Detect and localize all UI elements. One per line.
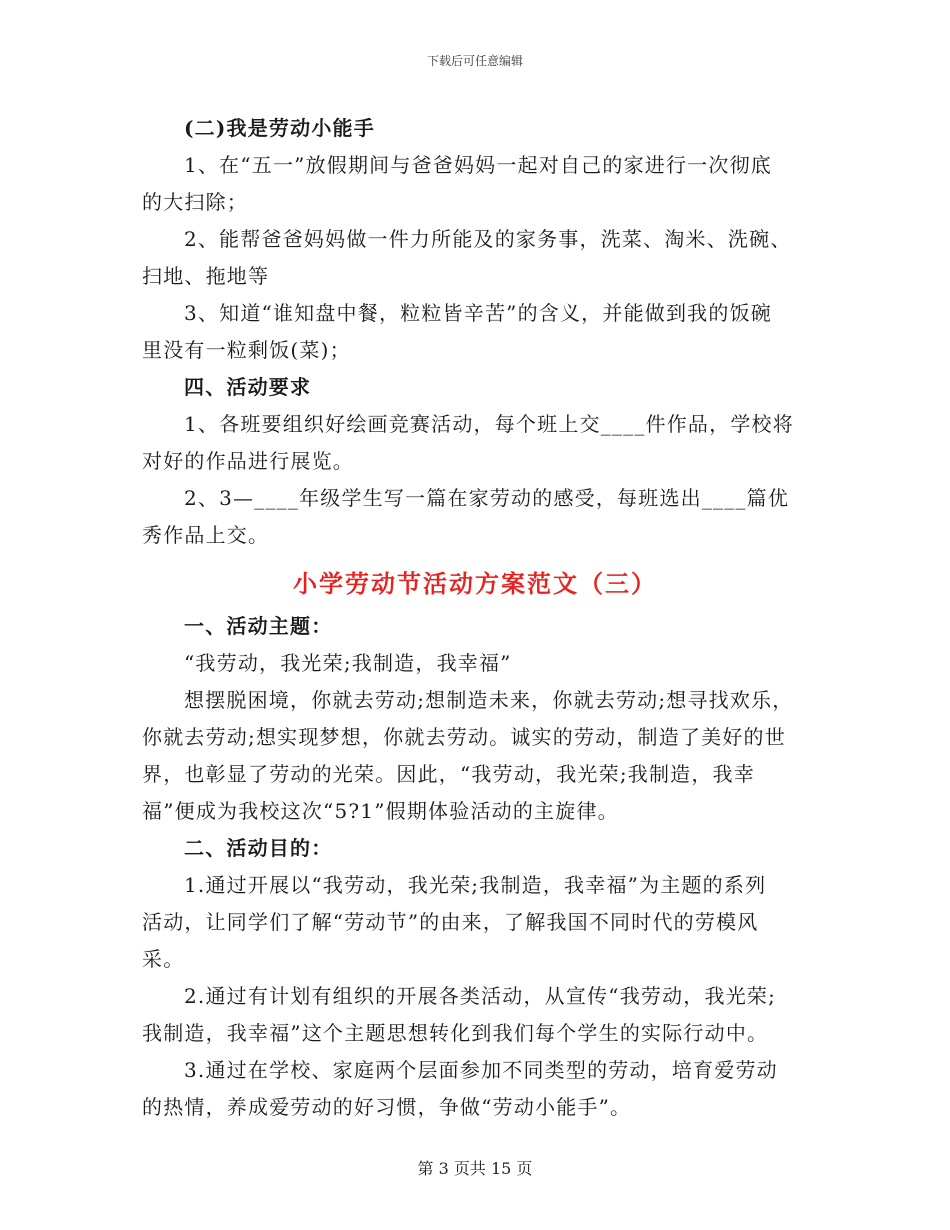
paragraph-line: 3.通过在学校、家庭两个层面参加不同类型的劳动，培育爱劳动 xyxy=(184,1058,778,1082)
section-heading-theme: 一、活动主题： xyxy=(184,614,333,638)
paragraph-line: 1.通过开展以“我劳动，我光荣;我制造，我幸福”为主题的系列 xyxy=(184,873,767,897)
theme-slogan: “我劳动，我光荣;我制造，我幸福” xyxy=(184,651,512,675)
document-title: 小学劳动节活动方案范文（三） xyxy=(293,569,657,598)
page-number: 第 3 页共 15 页 xyxy=(417,1159,533,1178)
document-body xyxy=(142,110,808,1126)
header-note: 下载后可任意编辑 xyxy=(426,54,523,68)
section-heading-requirements: 四、活动要求 xyxy=(184,375,312,399)
paragraph-line: 2.通过有计划有组织的开展各类活动，从宣传“我劳动，我光荣; xyxy=(184,984,777,1008)
paragraph-line: 对好的作品进行展览。 xyxy=(142,449,354,473)
paragraph-line: 的大扫除； xyxy=(142,190,248,214)
paragraph-line: 扫地、拖地等 xyxy=(142,264,270,288)
paragraph-line: 1、在“五一”放假期间与爸爸妈妈一起对自己的家进行一次彻底 xyxy=(184,153,772,177)
paragraph-line: 的热情，养成爱劳动的好习惯，争做“劳动小能手”。 xyxy=(142,1095,632,1119)
paragraph-line: 2、能帮爸爸妈妈做一件力所能及的家务事，洗菜、淘米、洗碗、 xyxy=(184,227,792,251)
paragraph-line: 1、各班要组织好绘画竞赛活动，每个班上交____件作品，学校将 xyxy=(184,412,794,436)
paragraph-line: 我制造，我幸福”这个主题思想转化到我们每个学生的实际行动中。 xyxy=(142,1021,769,1045)
paragraph-line: 秀作品上交。 xyxy=(142,523,270,547)
paragraph-line: 里没有一粒剩饭(菜)； xyxy=(142,338,351,362)
paragraph-line: 2、3—____年级学生写一篇在家劳动的感受，每班选出____篇优 xyxy=(184,486,790,510)
paragraph-line: 3、知道“谁知盘中餐，粒粒皆辛苦”的含义，并能做到我的饭碗 xyxy=(184,301,772,325)
paragraph-line: 想摆脱困境，你就去劳动;想制造未来，你就去劳动;想寻找欢乐， xyxy=(184,688,794,712)
paragraph-line: 界，也彰显了劳动的光荣。因此，“我劳动，我光荣;我制造，我幸 xyxy=(142,762,755,786)
paragraph-line: 采。 xyxy=(142,947,185,971)
paragraph-line: 活动，让同学们了解“劳动节”的由来，了解我国不同时代的劳模风 xyxy=(142,910,759,934)
paragraph-line: 福”便成为我校这次“5?1”假期体验活动的主旋律。 xyxy=(142,799,619,823)
subheading-labor-helper: (二)我是劳动小能手 xyxy=(184,116,375,140)
paragraph-line: 你就去劳动;想实现梦想，你就去劳动。诚实的劳动，制造了美好的世 xyxy=(142,725,786,749)
section-heading-purpose: 二、活动目的： xyxy=(184,836,333,860)
